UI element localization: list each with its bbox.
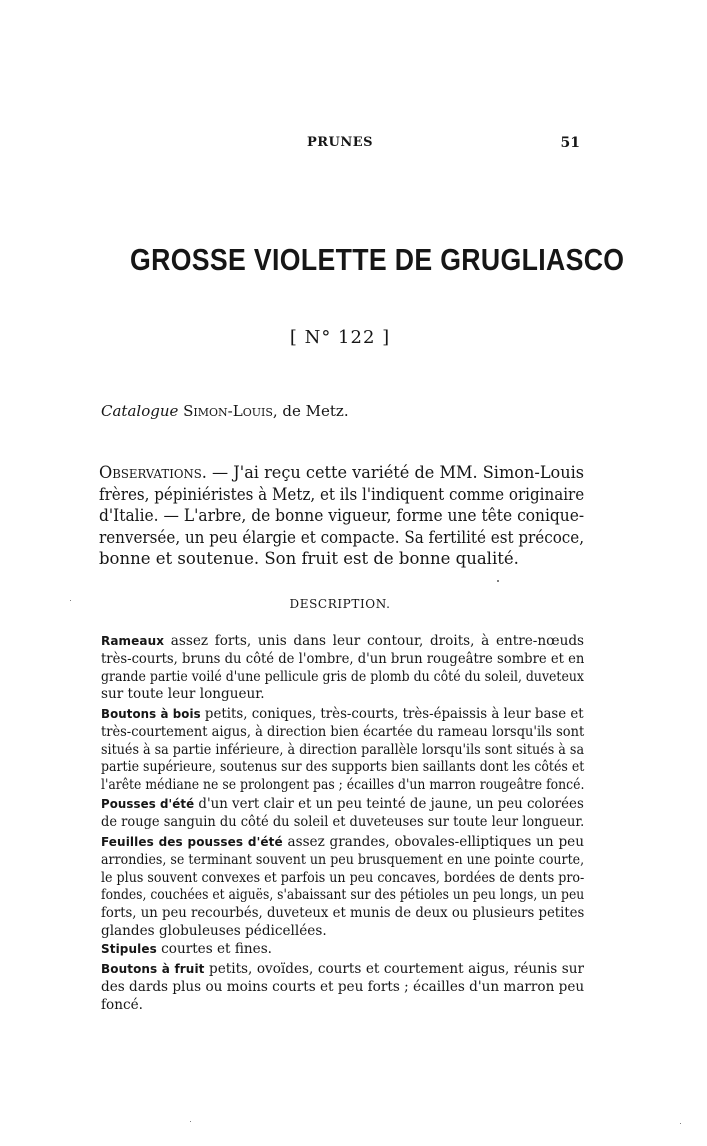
description-heading: DESCRIPTION. [289, 597, 391, 611]
description-line: arrondies, se terminant souvent un peu brusquement en une pointe courte, [101, 851, 585, 868]
description-line: Feuilles des pousses d'été assez grandes, obovales-elliptiques un peu [101, 834, 584, 850]
description-line: forts, un peu recourbés, duveteux et munis de deux ou plusieurs petites [101, 905, 585, 922]
description-entry-rameaux [101, 633, 584, 704]
description-line: foncé. [101, 996, 143, 1013]
paper-speck [70, 600, 71, 601]
description-line: sur toute leur longueur. [101, 686, 265, 703]
description-entry-boutons-a-fruit [101, 961, 584, 1014]
description-line: Rameaux assez forts, unis dans leur contour, droits, à entre-nœuds [101, 633, 584, 649]
description-line: des dards plus ou moins courts et peu forts ; écailles d'un marron peu [101, 978, 585, 995]
description-line: Pousses d'été d'un vert clair et un peu teinté de jaune, un peu colorées [101, 796, 584, 812]
description-line: le plus souvent convexes et parfois un peu concaves, bordées de dents pro- [101, 869, 585, 886]
description-line: situés à sa partie inférieure, à direction parallèle lorsqu'ils sont situés à sa [101, 741, 585, 758]
description-line: l'arête médiane ne se prolongent pas ; écailles d'un marron rougeâtre foncé. [101, 777, 585, 794]
observations-paragraph [99, 462, 584, 570]
description-entry-stipules [101, 941, 584, 959]
description-line: fondes, couchées et aiguës, s'abaissant sur des pétioles un peu longs, un peu [101, 887, 585, 904]
description-term: Stipules [101, 942, 157, 956]
paper-speck [680, 1123, 681, 1124]
catalogue-reference [101, 402, 349, 420]
observations-line: bonne et soutenue. Son fruit est de bonne qualité. [99, 549, 519, 568]
observations-line: Observations. — J'ai reçu cette variété de MM. Simon-Louis [99, 463, 585, 482]
description-line: glandes globuleuses pédicellées. [101, 922, 327, 939]
page-title: GROSSE VIOLETTE DE GRUGLIASCO [130, 242, 625, 277]
running-title: PRUNES [306, 135, 374, 150]
description-entry-feuilles [101, 834, 584, 941]
description-line: grande partie voilé d'une pellicule gris de plomb du côté du soleil, duveteux [101, 668, 584, 685]
paper-speck [497, 580, 499, 582]
description-line: très-courts, bruns du côté de l'ombre, d'un brun rougeâtre sombre et en [101, 650, 585, 667]
description-line: de rouge sanguin du côté du soleil et duveteuses sur toute leur longueur. [101, 813, 585, 830]
description-term: Boutons à bois [101, 707, 201, 721]
description-term: Feuilles des pousses d'été [101, 835, 283, 849]
description-line: Boutons à bois petits, coniques, très-courts, très-épaissis à leur base et [101, 706, 584, 722]
observations-line: frères, pépiniéristes à Metz, et ils l'indiquent comme originaire [99, 484, 585, 504]
description-entry-pousses-d-ete [101, 796, 584, 832]
observations-line: renversée, un peu élargie et compacte. Sa fertilité est précoce, [99, 527, 585, 547]
description-term: Rameaux [101, 634, 165, 648]
description-line: Stipules courtes et fines. [101, 941, 272, 957]
description-term: Boutons à fruit [101, 962, 205, 976]
description-entry-boutons-a-bois [101, 706, 584, 795]
catalogue-name: Simon-Louis [183, 402, 273, 420]
variety-number: [ N° 122 ] [289, 327, 391, 348]
description-line: partie supérieure, soutenus sur des supports bien saillants dont les côtés et [101, 759, 585, 776]
running-head [100, 135, 580, 155]
description-term: Pousses d'été [101, 797, 195, 811]
page-number: 51 [560, 135, 580, 151]
paper-speck [190, 1121, 191, 1122]
description-line: Boutons à fruit petits, ovoïdes, courts et courtement aigus, réunis sur [101, 961, 584, 977]
observations-label: Observations. [99, 463, 207, 482]
observations-line: d'Italie. — L'arbre, de bonne vigueur, forme une tête conique- [99, 506, 585, 525]
catalogue-label: Catalogue [101, 402, 179, 420]
description-line: très-courtement aigus, à direction bien écartée du rameau lorsqu'ils sont [101, 723, 585, 740]
catalogue-place: , de Metz. [272, 402, 349, 420]
